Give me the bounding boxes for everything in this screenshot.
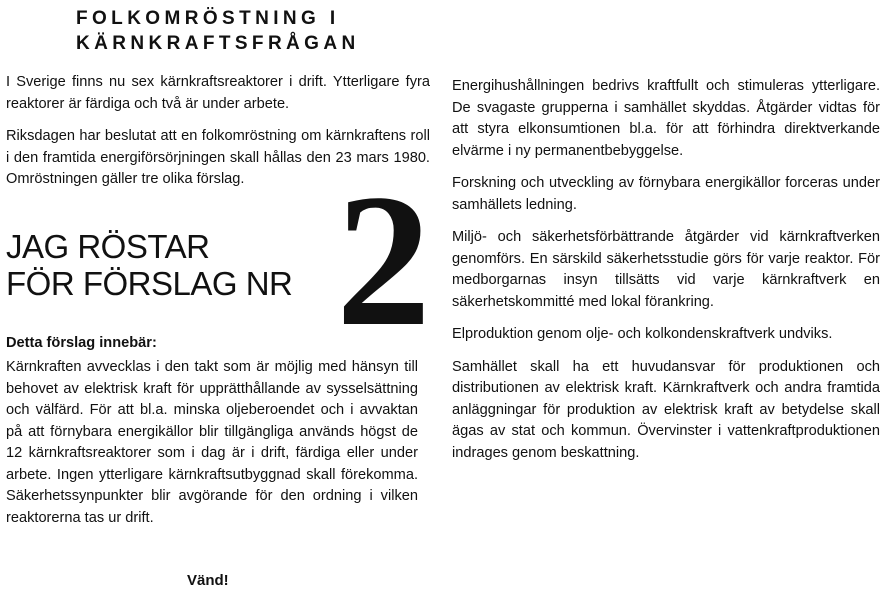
right-paragraph: Elproduktion genom olje- och kolkondenskraftverk undviks. [452,326,833,342]
turn-over-label: Vänd! [187,572,229,589]
right-column [452,76,880,475]
proposal-number: 2 [336,156,431,366]
proposal-subhead: Detta förslag innebär: [6,335,157,351]
title-line-2: KÄRNKRAFTSFRÅGAN [76,33,360,54]
intro-paragraph: Riksdagen har beslutat att en folkomröstning om kärnkraftens roll i den framtida energiförsörjningen skall hållas den 23 mars 1980. Omröstningen gäller tre olika förslag. [6,128,430,187]
right-paragraph: Forskning och utveckling av förnybara energikällor forceras under samhällets ledning. [452,175,880,213]
vote-heading-line-2: FÖR FÖRSLAG NR [6,265,293,302]
title-line-1: FOLKOMRÖSTNING I [76,8,340,29]
page-title [76,6,360,56]
right-paragraph: Miljö- och säkerhetsförbättrande åtgärder vid kärnkraftverken genomförs. En särskild säkerhetsstudie görs för varje reaktor. För medborgarnas insyn tillsätts vid varje kärnkraftverk en säkerhetskommitté med lokal förankring. [452,229,880,310]
right-paragraph: Samhället skall ha ett huvudansvar för produktionen och distributionen av elektrisk kraft. Kärnkraftverk och andra framtida anläggningar för produktion av elektrisk kraft av betydelse skall ägas av stat och kommun. Övervinster i vattenkraftproduktionen indrages genom beskattning. [452,358,880,461]
right-paragraph: Energihushållningen bedrivs kraftfullt och stimuleras ytterligare. De svagaste grupperna i samhället skyddas. Åtgärder vidtas för att styra elkonsumtionen bl.a. för att förhindra direktverkande elvärme i ny permanentbebyggelse. [452,78,880,159]
intro-paragraph: I Sverige finns nu sex kärnkraftsreaktorer i drift. Ytterligare fyra reaktorer är färdiga och två är under arbete. [6,74,430,112]
proposal-body: Kärnkraften avvecklas i den takt som är möjlig med hänsyn till behovet av elektrisk kraft för upprätthållande av sysselsättning och välfärd. För att bl.a. minska oljeberoendet och i avvaktan på att förnybara energikällor blir tillgängliga används högst de 12 kärnkraftsreaktorer som i dag är i drift, färdiga eller under arbete. Ingen ytterligare kärnkraftsutbyggnad skall förekomma. Säkerhetssynpunkter blir avgörande för den ordning i vilken reaktorerna tas ur drift. [6,359,418,526]
vote-heading-line-1: JAG RÖSTAR [6,228,210,265]
